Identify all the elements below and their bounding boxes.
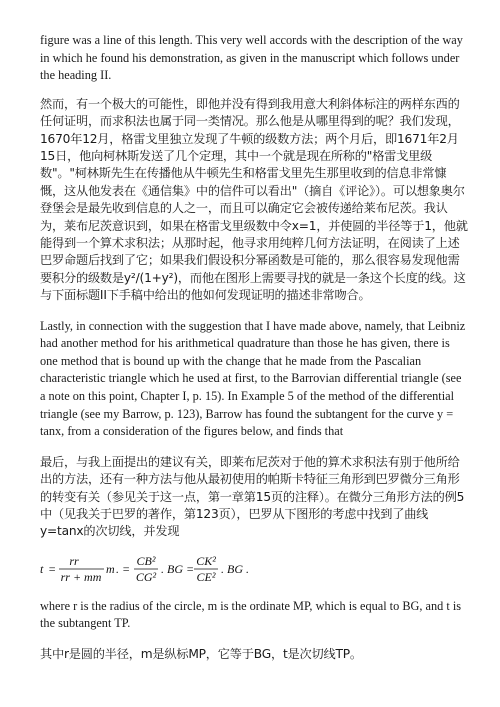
formula-frac2-denominator: CG² [135, 569, 157, 584]
formula-t: t [40, 561, 44, 576]
formula-bg-2: . BG . [221, 561, 249, 576]
paragraph-english-lastly: Lastly, in connection with the suggestion that I have made above, namely, that Leibniz had another method for his arithmetical quadrature than those he has given, there is one method that is bound up with the change that he made from the Pascalian characteristic triangle which he used at first, to the Barrovian differential triangle (see a note on this point, Chapter I, p. 15). In Example 5 of the method of the differential triangle (see my Barrow, p. 123), Barrow has found the subtangent for the curve y = tanx, from a consideration of the figures below, and finds that [40, 318, 466, 439]
paragraph-chinese-where: 其中r是圆的半径，m是纵标MP，它等于BG，t是次切线TP。 [40, 647, 362, 662]
formula-frac1-denominator: rr + mm [60, 569, 102, 584]
formula-bg-1: . BG = [161, 561, 195, 576]
formula-frac3-numerator: CK² [196, 553, 216, 568]
paragraph-english-intro: figure was a line of this length. This very well accords with the description of the way in which he found his demonstration, as given in the manuscript which follows under the heading II. [40, 33, 463, 83]
paragraph-chinese-lastly: 最后，与我上面提出的建议有关，即莱布尼茨对于他的算术求积法有别于他所给出的方法，还有一种方法与他从最初使用的帕斯卡特征三角形到巴罗微分三角形的转变有关（参见关于这一点，第一章第15页的注释）。在微分三角形方法的例5中（见我关于巴罗的著作，第123页），巴罗从下图形的考虑中找到了曲线y=tanx的次切线，并发现 [40, 454, 465, 539]
formula-m: m [106, 561, 115, 576]
document-page [40, 32, 468, 663]
formula-frac2-numerator: CB² [136, 553, 156, 568]
formula-frac1-numerator: rr [69, 553, 79, 568]
formula-equals: = [48, 561, 57, 576]
formula-frac3-denominator: CE² [196, 569, 216, 584]
paragraph-chinese-intro: 然而，有一个极大的可能性，即他并没有得到我用意大利斜体标注的两样东西的任何证明，而求积法也属于同一类情况。那么他是从哪里得到的呢？我们发现，1670年12月，格雷戈里独立发现了牛顿的级数方法；两个月后，即1671年2月15日，他向柯林斯发送了几个定理，其中一个就是现在所称的"格雷戈里级数"。"柯林斯先生在传播他从牛顿先生和格雷戈里先生那里收到的信息非常慷慨，这从他发表在《通信集》中的信件可以看出"（摘自《评论》）。可以想象奥尔登堡会是最先收到信息的人之一，而且可以确定它会被传递给莱布尼茨。我认为，莱布尼茨意识到，如果在格雷戈里级数中令x=1，并使圆的半径等于1，他就能得到一个算术求积法；从那时起，他寻求用纯粹几何方法证明，在阅读了上述巴罗命题后找到了它；如果我们假设积分幂函数是可能的，那么很容易发现他需要积分的级数是y²/(1+y²)，而他在图形上需要寻找的就是一条这个长度的线。这与下面标题II下手稿中给出的他如何发现证明的描述非常吻合。 [40, 96, 468, 303]
paragraph-english-where: where r is the radius of the circle, m is the ordinate MP, which is equal to BG, and t is the subtangent TP. [40, 598, 462, 631]
subtangent-formula [40, 554, 468, 584]
formula-equals-2: . = [116, 561, 131, 576]
formula-svg [40, 554, 300, 584]
